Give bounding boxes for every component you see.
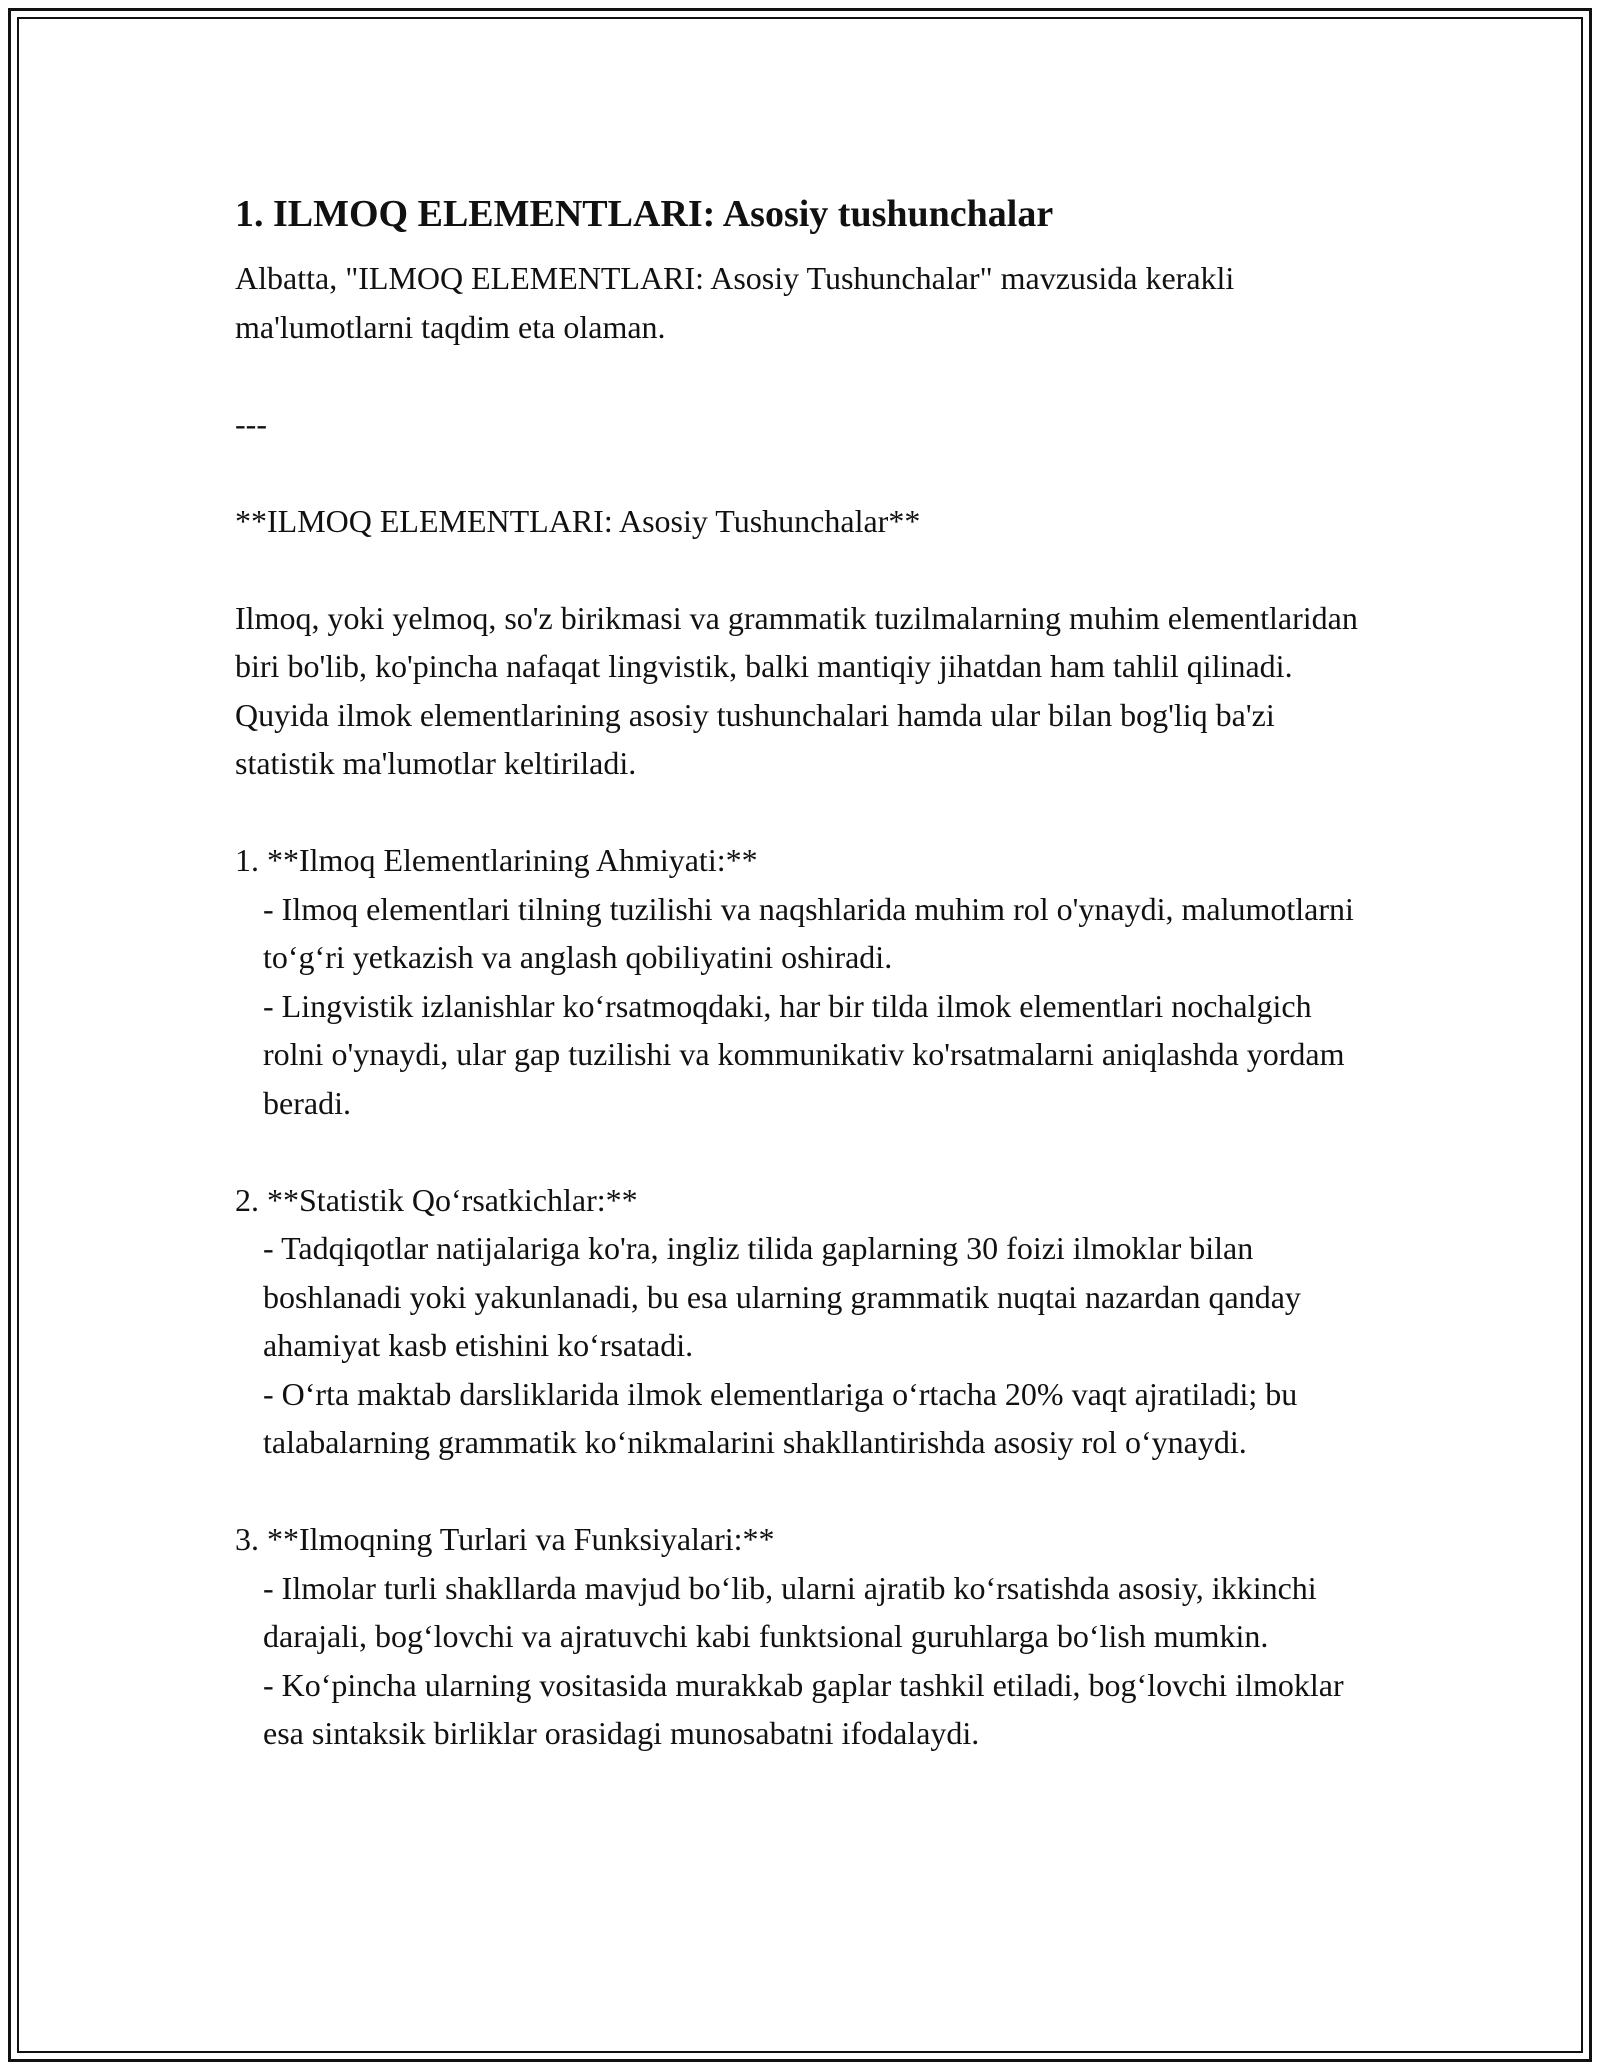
document-body — [235, 186, 1365, 1758]
section-heading: 2. **Statistik Qo‘rsatkichlar:** — [235, 1181, 638, 1218]
section-statistics — [235, 1176, 1365, 1467]
subtitle-text: **ILMOQ ELEMENTLARI: Asosiy Tushunchalar** — [235, 502, 921, 539]
body-paragraph: Ilmoq, yoki yelmoq, so'z birikmasi va grammatik tuzilmalarning muhim elementlaridan biri bo'lib, ko'pincha nafaqat lingvistik, balki mantiqiy jihatdan ham tahlil qilinadi. Quyida ilmok elementlarining asosiy tushunchalari hamda ular bilan bog'liq ba'zi statistik ma'lumotlar keltiriladi. — [235, 599, 1366, 781]
spacer — [235, 351, 1365, 400]
separator-text: --- — [235, 405, 267, 442]
list-item: - Ko‘pincha ularning vositasida murakkab gaplar tashkil etiladi, bog‘lovchi ilmoklar esa sintaksik birliklar orasidagi munosabatni ifodalaydi. — [263, 1666, 1352, 1751]
list-item: - Ilmolar turli shakllarda mavjud bo‘lib, ularni ajratib ko‘rsatishda asosiy, ikkinchi darajali, bog‘lovchi va ajratuvchi kabi funktsional guruhlarga bo‘lish mumkin. — [263, 1569, 1325, 1654]
spacer — [235, 242, 1365, 254]
list-item: - Ilmoq elementlari tilning tuzilishi va naqshlarida muhim rol o'ynaydi, malumotlarni to‘g‘ri yetkazish va anglash qobiliyatini oshiradi. — [263, 890, 1362, 975]
intro-paragraph: Albatta, "ILMOQ ELEMENTLARI: Asosiy Tushunchalar" mavzusida kerakli ma'lumotlarni taqdim eta olaman. — [235, 260, 1243, 345]
section-types — [235, 1515, 1365, 1758]
spacer — [235, 448, 1365, 497]
spacer — [235, 1127, 1365, 1176]
spacer — [235, 788, 1365, 837]
list-item: - O‘rta maktab darsliklarida ilmok elementlariga o‘rtacha 20% vaqt ajratiladi; bu talabalarning grammatik ko‘nikmalarini shakllantirishda asosiy rol o‘ynaydi. — [263, 1375, 1306, 1460]
spacer — [235, 545, 1365, 594]
spacer — [235, 1467, 1365, 1516]
section-importance — [235, 836, 1365, 1127]
section-heading: 3. **Ilmoqning Turlari va Funksiyalari:** — [235, 1521, 775, 1557]
list-item: - Lingvistik izlanishlar ko‘rsatmoqdaki, har bir tilda ilmok elementlari nochalgich rolni o'ynaydi, ular gap tuzilishi va kommunikativ ko'rsatmalarni aniqlashda yordam beradi. — [263, 987, 1353, 1121]
list-item: - Tadqiqotlar natijalariga ko'ra, ingliz tilida gaplarning 30 foizi ilmoklar bilan boshlanadi yoki yakunlanadi, bu esa ularning grammatik nuqtai nazardan qanday ahamiyat kasb etishini ko‘rsatadi. — [263, 1230, 1309, 1363]
document-title: 1. ILMOQ ELEMENTLARI: Asosiy tushunchalar — [235, 193, 1054, 235]
section-heading: 1. **Ilmoq Elementlarining Ahmiyati:** — [235, 842, 758, 878]
